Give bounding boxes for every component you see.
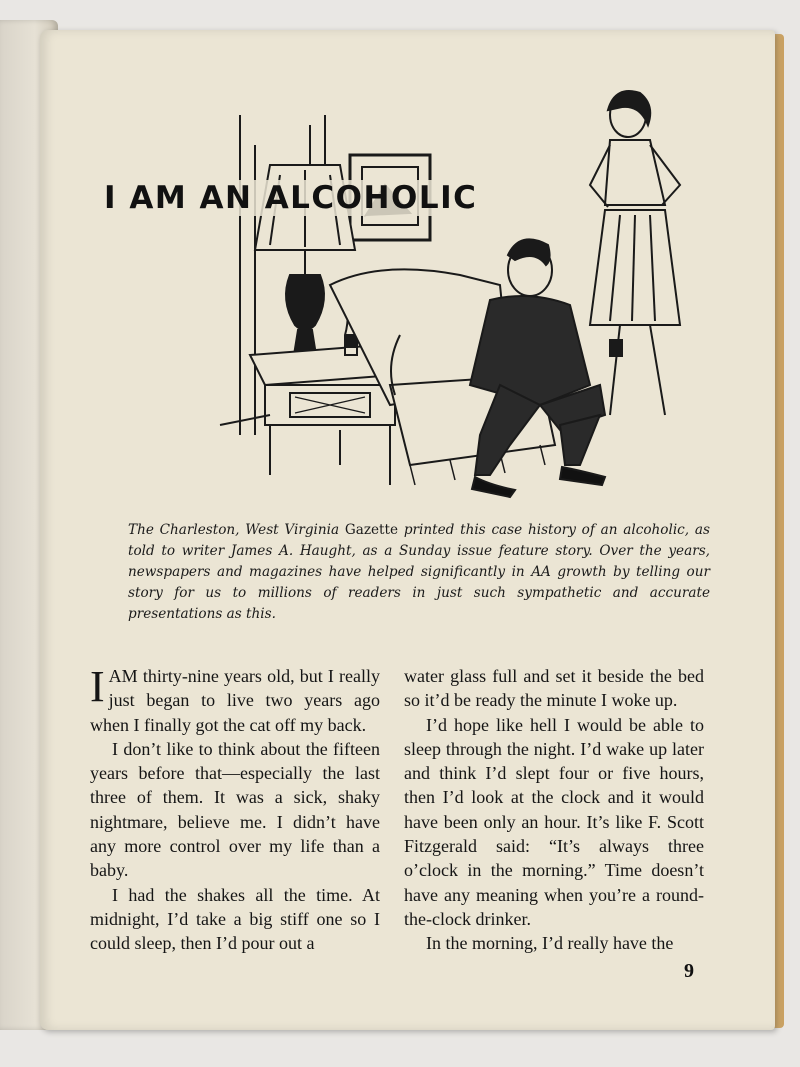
article-illustration xyxy=(210,85,690,515)
paragraph: I had the shakes all the time. At midnight, I’d take a big stiff one so I could sleep, then I’d pour out a xyxy=(90,884,380,954)
caption-publication: Gazette xyxy=(344,522,399,538)
drop-cap: I xyxy=(90,662,105,711)
caption-part-2: printed this case history of an alcoholic, as told to writer James A. Haught, as a Sunday issue feature story. Over the years, newspapers and magazines have helped significantly in AA growth by telling our story for us to millions of readers in just such sympathetic and accurate presentations as this. xyxy=(128,522,710,622)
page-number: 9 xyxy=(684,960,694,982)
text-column-left xyxy=(90,664,380,956)
text-column-right xyxy=(404,664,704,956)
article-caption xyxy=(128,520,710,625)
caption-part-1: The Charleston, West Virginia xyxy=(128,522,345,538)
paragraph-text: thirty-nine years old, but I really just began to live two years ago when I finally got the cat off my back. xyxy=(90,666,380,735)
paragraph: In the morning, I’d really have the xyxy=(426,933,674,954)
standing-woman-figure xyxy=(590,91,680,415)
paragraph xyxy=(90,664,380,737)
paragraph: I’d hope like hell I would be able to sleep through the night. I’d wake up later and think I’d slept four or five hours, then I’d look at the clock and it would have been only an hour. It’s like F. Scott Fitzgerald said: “It’s always three o’clock in the morning.” Time doesn’t have any meaning when you’re a round-the-clock drinker. xyxy=(404,714,704,929)
paragraph: water glass full and set it beside the bed so it’d be ready the minute I woke up. xyxy=(404,666,704,711)
lead-smallcaps: AM xyxy=(108,666,138,686)
paragraph: I don’t like to think about the fifteen years before that—especially the last three of them. It was a sick, shaky nightmare, believe me. I didn’t have any more control over my life than a baby. xyxy=(90,738,380,881)
article-title: I AM AN ALCOHOLIC xyxy=(100,180,481,216)
